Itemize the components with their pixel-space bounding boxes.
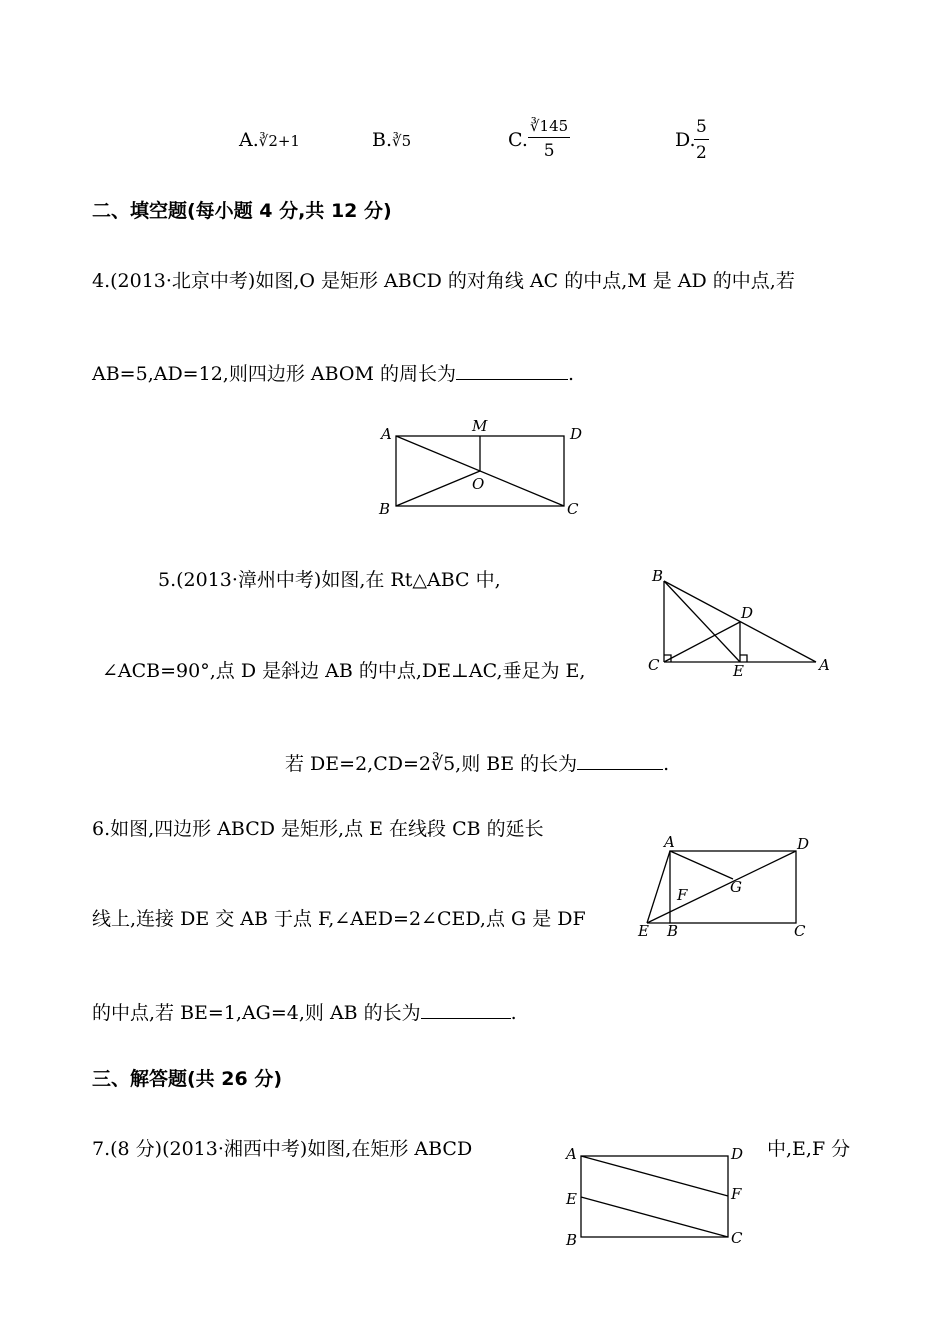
q6-segment-ea — [647, 851, 670, 923]
q6-label-a: A — [664, 833, 675, 851]
q5-line3-text: 若 DE=2,CD=2∛5,则 BE 的长为 — [285, 753, 578, 775]
q5-label-b: B — [652, 567, 664, 585]
q5-label-d: D — [741, 604, 754, 622]
q4-period: . — [567, 363, 575, 385]
q7-figure — [560, 1140, 760, 1255]
choice-d-denominator: 2 — [694, 139, 709, 163]
q5-segment-cd — [664, 622, 740, 662]
q4-segment-bo — [396, 471, 480, 506]
q5-label-a: A — [819, 656, 830, 674]
q6-line1: 6.如图,四边形 ABCD 是矩形,点 E 在线段 CB 的延长 — [92, 818, 544, 840]
q5-answer-blank[interactable] — [577, 751, 663, 770]
q6-label-e: E — [638, 922, 649, 940]
choice-a — [239, 131, 300, 150]
q4-line1: 4.(2013·北京中考)如图,O 是矩形 ABCD 的对角线 AC 的中点,M 是 AD 的中点,若 — [92, 270, 795, 292]
q6-line3-text: 的中点,若 BE=1,AG=4,则 AB 的长为 — [92, 1002, 421, 1024]
choice-c-fraction — [528, 117, 570, 161]
q4-line2 — [92, 361, 574, 384]
q6-label-g: G — [730, 878, 742, 896]
q7-line1-tail: 中,E,F 分 — [767, 1138, 851, 1160]
choice-d-fraction — [694, 117, 709, 163]
q5-line2: ∠ACB=90°,点 D 是斜边 AB 的中点,DE⊥AC,垂足为 E, — [102, 660, 586, 682]
q6-segment-ed — [647, 851, 796, 923]
q7-segment-ec — [581, 1197, 728, 1237]
q7-label-c: C — [731, 1229, 743, 1247]
choice-b-expr: ∛5 — [392, 132, 412, 150]
q7-label-d: D — [731, 1145, 744, 1163]
q6-segment-ag — [670, 851, 733, 879]
q7-rect — [581, 1156, 728, 1237]
choice-d-numerator: 5 — [696, 117, 707, 137]
q5-label-c: C — [648, 656, 660, 674]
q6-line2: 线上,连接 DE 交 AB 于点 F,∠AED=2∠CED,点 G 是 DF — [92, 908, 586, 930]
q4-label-c: C — [567, 500, 579, 518]
choice-c-label: C. — [508, 129, 528, 151]
q7-label-e: E — [566, 1190, 577, 1208]
q6-period: . — [510, 1002, 517, 1024]
q4-line2-text: AB=5,AD=12,则四边形 ABOM 的周长为 — [92, 363, 456, 385]
q7-line1: 7.(8 分)(2013·湘西中考)如图,在矩形 ABCD — [92, 1138, 473, 1160]
q4-label-m: M — [472, 417, 488, 435]
q5-period: . — [663, 753, 670, 775]
q7-label-b: B — [566, 1231, 578, 1249]
q4-label-a: A — [381, 425, 392, 443]
section-3-title: 三、解答题(共 26 分) — [92, 1068, 283, 1090]
q5-right-angle-e — [740, 655, 747, 662]
choice-a-label: A. — [239, 129, 259, 151]
q6-line3 — [92, 1000, 517, 1023]
q6-label-f: F — [677, 886, 688, 904]
q4-label-o: O — [472, 475, 485, 493]
q5-line3 — [285, 751, 669, 774]
q6-label-d: D — [797, 835, 810, 853]
choice-b-label: B. — [372, 129, 393, 151]
q6-label-c: C — [794, 922, 806, 940]
q5-figure — [645, 566, 835, 678]
q4-label-d: D — [570, 425, 583, 443]
q6-figure — [636, 834, 826, 944]
section-2-title: 二、填空题(每小题 4 分,共 12 分) — [92, 200, 392, 222]
q7-label-f: F — [731, 1185, 742, 1203]
choice-b — [372, 131, 411, 150]
q4-figure — [370, 412, 600, 522]
choice-c-numerator: ∛145 — [530, 117, 569, 135]
choice-d-label: D. — [675, 129, 696, 151]
q5-label-e: E — [733, 662, 744, 680]
q4-label-b: B — [379, 500, 391, 518]
q6-label-b: B — [667, 922, 679, 940]
q5-line1: 5.(2013·漳州中考)如图,在 Rt△ABC 中, — [158, 569, 501, 591]
q7-label-a: A — [566, 1145, 577, 1163]
q5-segment-be — [664, 581, 740, 662]
choice-c-denominator: 5 — [528, 137, 570, 161]
q6-answer-blank[interactable] — [421, 1000, 511, 1019]
q4-answer-blank[interactable] — [456, 361, 568, 380]
q7-segment-af — [581, 1156, 728, 1196]
choice-a-expr: ∛2+1 — [258, 132, 300, 150]
